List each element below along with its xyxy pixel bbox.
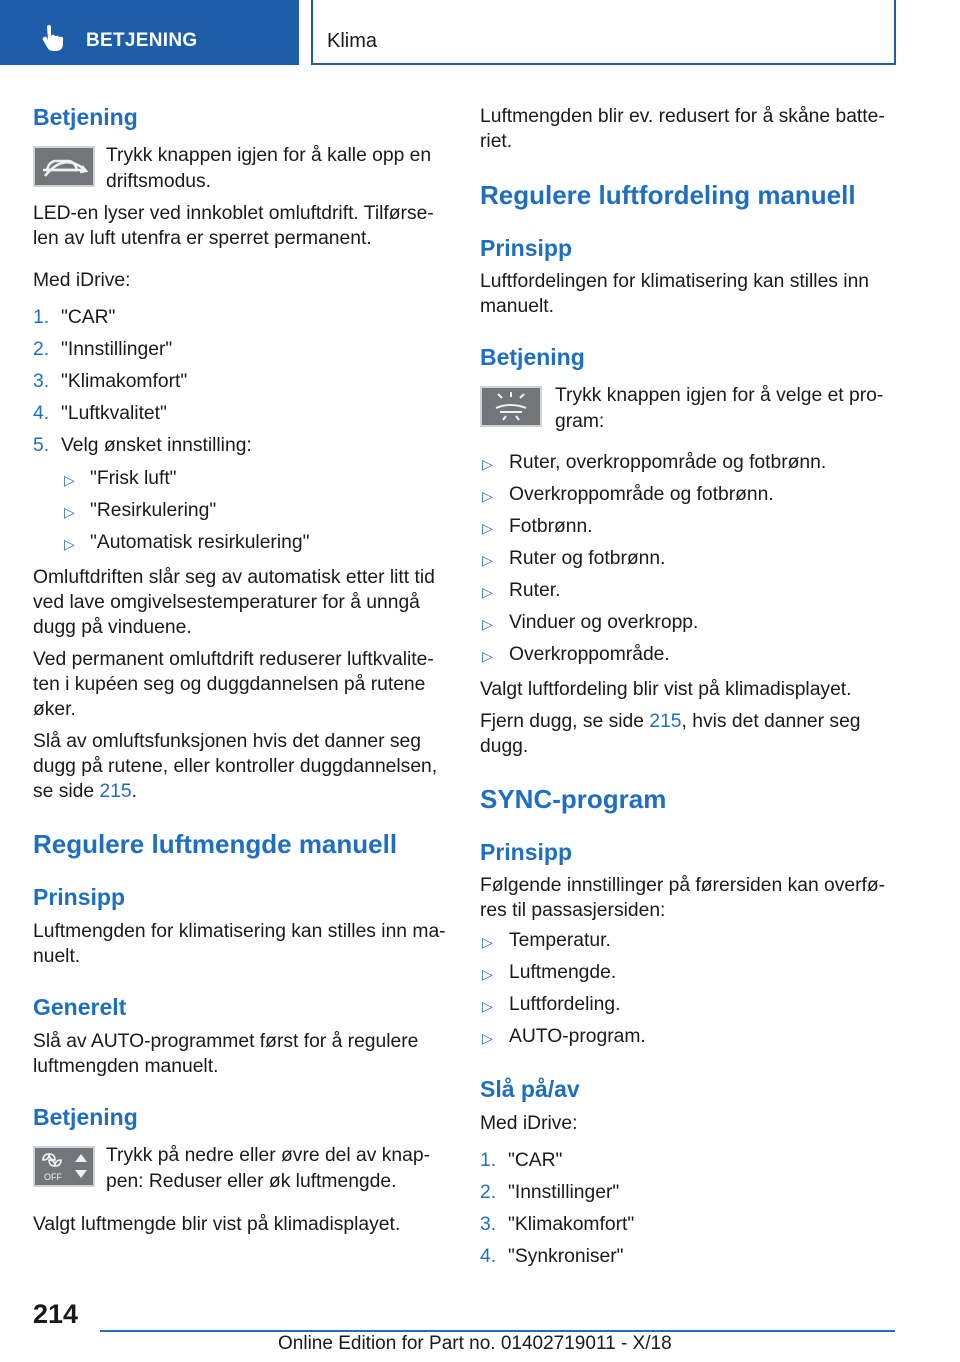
prinsipp-text-line1: Luftmengden for klimatisering kan stilles inn ma-: [33, 921, 446, 942]
perm-text-line1: Ved permanent omluftdrift reduserer luftkvalite-: [33, 649, 434, 670]
footer-divider: [100, 1330, 895, 1332]
list-item: ▷ "Frisk luft": [64, 468, 177, 489]
triangle-bullet-icon: ▷: [64, 504, 75, 520]
list-item: 4. "Synkroniser": [480, 1246, 624, 1267]
triangle-bullet-icon: ▷: [482, 520, 493, 536]
fan-text-line2: pen: Reduser eller øk luftmengde.: [106, 1171, 397, 1192]
sla-text-line1: Slå av omluftsfunksjonen hvis det danner seg: [33, 731, 421, 752]
program-text-line1: Trykk knappen igjen for å velge et pro-: [555, 385, 884, 406]
triangle-bullet-icon: ▷: [482, 616, 493, 632]
triangle-bullet-icon: ▷: [482, 456, 493, 472]
svg-text:OFF: OFF: [44, 1172, 62, 1182]
list-item: ▷ AUTO-program.: [482, 1026, 646, 1047]
recirculation-button-icon: [33, 146, 95, 187]
triangle-bullet-icon: ▷: [482, 1030, 493, 1046]
battery-text-line1: Luftmengden blir ev. redusert for å skåne batte-: [480, 106, 885, 127]
list-item: ▷ Temperatur.: [482, 930, 611, 951]
list-item: ▷ Luftmengde.: [482, 962, 617, 983]
triangle-bullet-icon: ▷: [482, 648, 493, 664]
list-item: 4. "Luftkvalitet": [33, 403, 167, 424]
program-text-line2: gram:: [555, 411, 605, 432]
heading-sla-pa-av: Slå på/av: [480, 1076, 580, 1102]
list-item: 3. "Klimakomfort": [33, 371, 188, 392]
idrive-label: Med iDrive:: [480, 1113, 578, 1134]
heading-sync: SYNC-program: [480, 784, 667, 814]
chapter-tab-label: Klima: [327, 30, 378, 52]
heading-generelt: Generelt: [33, 994, 127, 1020]
omluft-text-line2: ved lave omgivelsestemperaturer for å unngå: [33, 592, 420, 613]
heading-prinsipp: Prinsipp: [480, 839, 573, 865]
generelt-text-line2: luftmengden manuelt.: [33, 1056, 219, 1077]
fjern-text-line1: Fjern dugg, se side 215, hvis det danner seg: [480, 711, 861, 732]
section-tab[interactable]: [0, 0, 299, 65]
prinsipp-text-line1: Luftfordelingen for klimatisering kan stilles inn: [480, 271, 870, 292]
list-item: ▷ Overkroppområde og fotbrønn.: [482, 484, 774, 505]
led-text-line1: LED-en lyser ved innkoblet omluftdrift. Tilførse-: [33, 203, 434, 224]
list-item: 5. Velg ønsket innstilling:: [33, 435, 252, 456]
perm-text-line2: ten i kupéen seg og duggdannelsen på rutene: [33, 674, 426, 695]
triangle-bullet-icon: ▷: [64, 472, 75, 488]
list-item: 2. "Innstillinger": [33, 339, 173, 360]
list-item: ▷ Luftfordeling.: [482, 994, 621, 1015]
list-item: ▷ "Automatisk resirkulering": [64, 532, 310, 553]
list-item: 3. "Klimakomfort": [480, 1214, 635, 1235]
hand-pointer-icon: [38, 22, 68, 52]
list-item: ▷ Overkroppområde.: [482, 644, 670, 665]
fan-text-line1: Trykk på nedre eller øvre del av knap-: [106, 1145, 430, 1166]
page-link[interactable]: 215: [649, 711, 682, 732]
triangle-bullet-icon: ▷: [482, 934, 493, 950]
page-number: 214: [33, 1299, 79, 1329]
led-text-line2: len av luft utenfra er sperret permanent.: [33, 228, 372, 249]
list-item: 1. "CAR": [480, 1150, 563, 1171]
list-item: ▷ Ruter og fotbrønn.: [482, 548, 666, 569]
air-distribution-button-icon: [480, 386, 542, 427]
triangle-bullet-icon: ▷: [482, 488, 493, 504]
triangle-bullet-icon: ▷: [482, 584, 493, 600]
chapter-tab[interactable]: [311, 0, 896, 65]
section-tab-label: BETJENING: [86, 30, 198, 51]
folgende-text-line1: Følgende innstillinger på førersiden kan overfø-: [480, 875, 886, 896]
list-item: ▷ Ruter.: [482, 580, 561, 601]
heading-prinsipp: Prinsipp: [33, 884, 126, 910]
valgt-text: Valgt luftfordeling blir vist på klimadisplayet.: [480, 679, 852, 700]
sla-text-line3: se side 215.: [33, 781, 137, 802]
recirc-text-line2: driftsmodus.: [106, 171, 212, 192]
perm-text-line3: øker.: [33, 699, 76, 720]
generelt-text-line1: Slå av AUTO-programmet først for å regulere: [33, 1031, 419, 1052]
prinsipp-text-line2: manuelt.: [480, 296, 554, 317]
heading-luftmengde: Regulere luftmengde manuell: [33, 829, 398, 859]
triangle-bullet-icon: ▷: [482, 966, 493, 982]
heading-betjening: Betjening: [480, 344, 585, 370]
list-item: ▷ Fotbrønn.: [482, 516, 593, 537]
omluft-text-line3: dugg på vinduene.: [33, 617, 192, 638]
fan-button-icon: [33, 1146, 95, 1187]
recirc-text-line1: Trykk knappen igjen for å kalle opp en: [106, 145, 432, 166]
page-link[interactable]: 215: [99, 781, 132, 802]
triangle-bullet-icon: ▷: [482, 998, 493, 1014]
valgt-text: Valgt luftmengde blir vist på klimadisplayet.: [33, 1214, 401, 1235]
folgende-text-line2: res til passasjersiden:: [480, 900, 666, 921]
list-item: ▷ Ruter, overkroppområde og fotbrønn.: [482, 452, 827, 473]
heading-luftfordeling: Regulere luftfordeling manuell: [480, 180, 856, 210]
footer-edition-text: Online Edition for Part no. 01402719011 - X/18: [278, 1333, 672, 1354]
prinsipp-text-line2: nuelt.: [33, 946, 81, 967]
list-item: 2. "Innstillinger": [480, 1182, 620, 1203]
heading-betjening: Betjening: [33, 1104, 138, 1130]
heading-betjening: Betjening: [33, 104, 138, 130]
triangle-bullet-icon: ▷: [64, 536, 75, 552]
idrive-label: Med iDrive:: [33, 270, 131, 291]
battery-text-line2: riet.: [480, 131, 513, 152]
sla-text-line2: dugg på rutene, eller kontroller duggdannelsen,: [33, 756, 438, 777]
list-item: ▷ Vinduer og overkropp.: [482, 612, 699, 633]
omluft-text-line1: Omluftdriften slår seg av automatisk etter litt tid: [33, 567, 435, 588]
fjern-text-line2: dugg.: [480, 736, 529, 757]
heading-prinsipp: Prinsipp: [480, 235, 573, 261]
triangle-bullet-icon: ▷: [482, 552, 493, 568]
list-item: 1. "CAR": [33, 307, 116, 328]
list-item: ▷ "Resirkulering": [64, 500, 217, 521]
